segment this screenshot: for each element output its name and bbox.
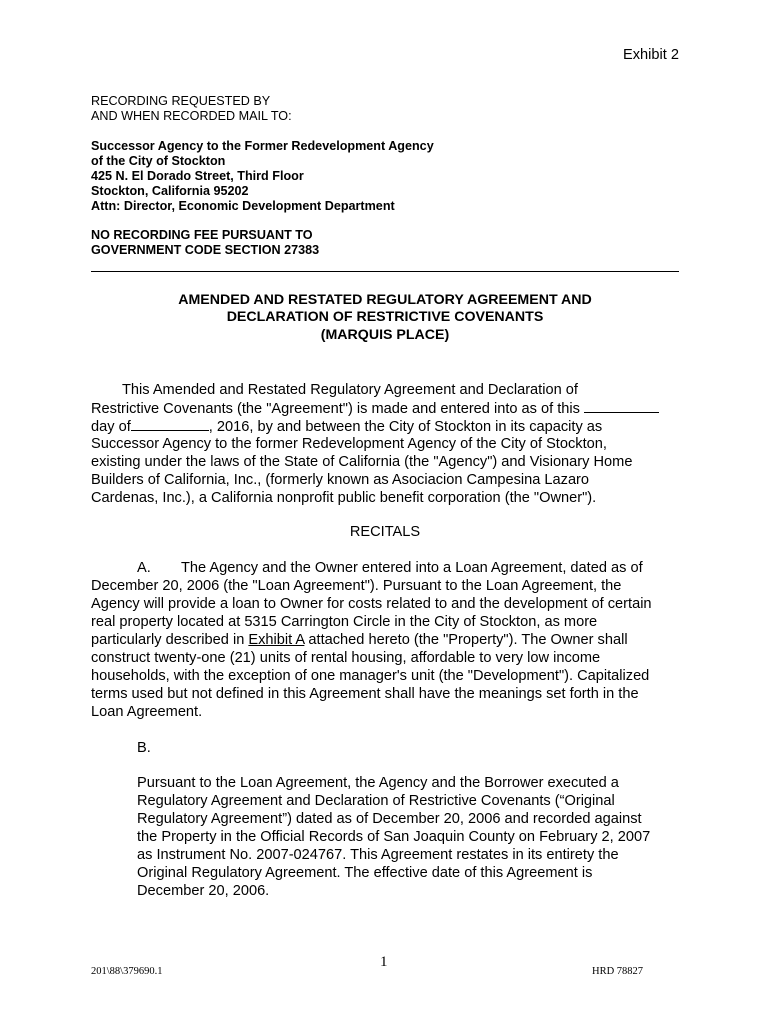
intro-line-4: Successor Agency to the former Redevelopment Agency of the City of Stockton, — [91, 436, 607, 452]
title-line-1: AMENDED AND RESTATED REGULATORY AGREEMENT AND — [178, 292, 592, 308]
recital-b-line-3: Regulatory Agreement”) dated as of December 20, 2006 and recorded against — [137, 811, 642, 827]
intro-line-3-text: , 2016, by and between the City of Stockton in its capacity as — [208, 419, 603, 435]
recital-b-line-7: December 20, 2006. — [137, 883, 270, 899]
intro-line-1: This Amended and Restated Regulatory Agreement and Declaration of — [122, 382, 578, 398]
address-line-3: 425 N. El Dorado Street, Third Floor — [91, 169, 304, 183]
recital-a-line-9: Loan Agreement. — [91, 704, 203, 720]
intro-line-2-text: Restrictive Covenants (the "Agreement") is made and entered into as of this — [91, 401, 580, 417]
recording-requested-by: RECORDING REQUESTED BY — [91, 94, 271, 108]
address-line-5: Attn: Director, Economic Development Department — [91, 199, 395, 213]
separator-rule — [91, 271, 679, 272]
recital-a-line-7: households, with the exception of one manager's unit (the "Development"). Capitalized — [91, 668, 650, 684]
address-line-1: Successor Agency to the Former Redevelopment Agency — [91, 139, 434, 153]
footer-doc-id: 201\88\379690.1 — [91, 966, 163, 977]
recital-b-label: B. — [137, 740, 151, 756]
intro-line-6: Builders of California, Inc., (formerly known as Asociacion Campesina Lazaro — [91, 472, 590, 488]
recital-b-line-5: as Instrument No. 2007-024767. This Agreement restates in its entirety the — [137, 847, 619, 863]
recital-a-line-5b: attached hereto (the "Property"). The Owner shall — [304, 632, 628, 648]
recital-a-line-3: Agency will provide a loan to Owner for costs related to and the development of certain — [91, 596, 652, 612]
recital-a-label: A. — [137, 560, 151, 576]
recital-a-line-2: December 20, 2006 (the "Loan Agreement"). Pursuant to the Loan Agreement, the — [91, 578, 622, 594]
recital-b-line-1: Pursuant to the Loan Agreement, the Agency and the Borrower executed a — [137, 775, 619, 791]
date-blank — [584, 400, 659, 413]
recital-a-line-8: terms used but not defined in this Agreement shall have the meanings set forth in the — [91, 686, 639, 702]
day-blank — [131, 418, 209, 431]
address-line-2: of the City of Stockton — [91, 154, 226, 168]
exhibit-a-link[interactable]: Exhibit A — [248, 632, 305, 648]
page-number: 1 — [380, 954, 388, 970]
footer-ref: HRD 78827 — [592, 966, 644, 977]
intro-line-5: existing under the laws of the State of California (the "Agency") and Visionary Home — [91, 454, 633, 470]
intro-line-3 — [91, 418, 602, 437]
title-line-3: (MARQUIS PLACE) — [320, 326, 450, 343]
recital-b-line-4: the Property in the Official Records of San Joaquin County on February 2, 2007 — [137, 829, 651, 845]
recital-a-line-4: real property located at 5315 Carrington Circle in the City of Stockton, as more — [91, 614, 598, 630]
recital-a-line-1: The Agency and the Owner entered into a Loan Agreement, dated as of — [181, 560, 643, 576]
title-line-2: DECLARATION OF RESTRICTIVE COVENANTS — [226, 309, 544, 326]
when-recorded-mail-to: AND WHEN RECORDED MAIL TO: — [91, 109, 292, 123]
intro-line-7: Cardenas, Inc.), a California nonprofit public benefit corporation (the "Owner"). — [91, 490, 597, 506]
recital-a-line-5a: particularly described in — [91, 632, 249, 648]
recital-b-line-6: Original Regulatory Agreement. The effective date of this Agreement is — [137, 865, 593, 881]
exhibit-label: Exhibit 2 — [623, 47, 679, 63]
no-fee-line-2: GOVERNMENT CODE SECTION 27383 — [91, 243, 320, 257]
address-line-4: Stockton, California 95202 — [91, 184, 249, 198]
recitals-heading: RECITALS — [349, 524, 421, 540]
no-fee-line-1: NO RECORDING FEE PURSUANT TO — [91, 228, 313, 242]
recital-a-line-6: construct twenty-one (21) units of rental housing, affordable to very low income — [91, 650, 601, 666]
document-title — [91, 292, 679, 344]
recital-b-line-2: Regulatory Agreement and Declaration of Restrictive Covenants (“Original — [137, 793, 615, 809]
intro-day-of: day of — [91, 419, 131, 435]
intro-line-2 — [91, 400, 659, 419]
recital-a-line-5 — [91, 632, 628, 650]
